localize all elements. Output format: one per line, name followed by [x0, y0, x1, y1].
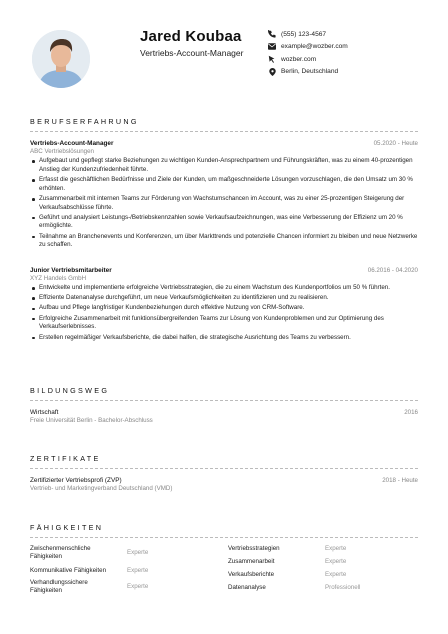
- section-divider: [30, 537, 418, 538]
- list-item: Effiziente Datenanalyse durchgeführt, um neue Verkaufsmöglichkeiten zu identifizieren und zu realisieren.: [30, 294, 418, 303]
- job-company: ABC Vertriebslösungen: [30, 148, 94, 155]
- certificates-section: [30, 454, 418, 492]
- job-title: Vertriebs-Account-Manager: [30, 140, 114, 147]
- location-pin-icon: [268, 68, 276, 76]
- job-company: XYZ Handels GmbH: [30, 275, 87, 282]
- resume-header: [30, 0, 418, 100]
- list-item: Erfolgreiche Zusammenarbeit mit funktionsübergreifenden Teams zur Lösung von Kundenproblemen und zur Optimierung des Verkaufserlebnisses.: [30, 315, 418, 332]
- cursor-icon: [268, 55, 276, 63]
- experience-heading: BERUFSERFAHRUNG: [30, 117, 139, 126]
- education-entry: [30, 409, 418, 424]
- list-item: Erfasst die geschäftlichen Bedürfnisse und Ziele der Kunden, um maßgeschneiderte Lösungen vorzuschlagen, die den Umsatz um 30 % erhöhten.: [30, 176, 418, 193]
- list-item: Teilnahme an Branchenevents und Konferenzen, um über Markttrends und potenzielle Chancen informiert zu bleiben und neue Netzwerke zu schaffen.: [30, 233, 418, 250]
- skill-level: Experte: [325, 545, 347, 552]
- skill-name: Zwischenmenschliche Fähigkeiten: [30, 545, 91, 560]
- job-dates: 06.2016 - 04.2020: [367, 267, 418, 274]
- list-item: Zusammenarbeit mit internen Teams zur Förderung von Wachstumschancen im Account, was zu einer 25-prozentigen Steigerung der Verkaufsabschlüsse führte.: [30, 195, 418, 212]
- skill-name: Kommunikative Fähigkeiten: [30, 567, 107, 574]
- envelope-icon: [268, 43, 276, 51]
- phone-icon: [268, 30, 276, 38]
- candidate-name: Jared Koubaa: [140, 28, 242, 45]
- skill-name: Zusammenarbeit: [228, 558, 275, 565]
- skill-name: Verhandlungssichere Fähigkeiten: [30, 579, 88, 594]
- email-link[interactable]: example@wozber.com: [281, 43, 348, 50]
- location-text: Berlin, Deutschland: [281, 68, 339, 75]
- experience-section: [30, 117, 418, 341]
- list-item: Aufbau und Pflege langfristiger Kundenbeziehungen durch effektive Nutzung von CRM-Software.: [30, 304, 418, 313]
- list-item: Erstellen regelmäßiger Verkaufsberichte, die dabei halfen, die strategische Ausrichtung des Teams zu verbessern.: [30, 334, 418, 343]
- skill-level: Experte: [325, 571, 347, 578]
- skills-section: [30, 523, 418, 594]
- skill-name: Datenanalyse: [228, 584, 266, 591]
- contact-location: [268, 66, 348, 78]
- list-item: Aufgebaut und gepflegt starke Beziehungen zu wichtigen Kunden-Ansprechpartnern und Führungskräften, was zu einem 40-prozentigen Anstieg der Kundenzufriedenheit führte.: [30, 157, 418, 174]
- skill-name: Vertriebsstrategien: [228, 545, 280, 552]
- website-link[interactable]: wozber.com: [281, 55, 317, 63]
- education-dates: 2016: [404, 409, 418, 416]
- skill-level: Experte: [325, 558, 347, 565]
- skill-name: Verkaufsberichte: [228, 571, 275, 578]
- school-name: Freie Universität Berlin - Bachelor-Abschluss: [30, 417, 153, 424]
- contact-list: [268, 28, 348, 78]
- contact-website: [268, 53, 348, 65]
- skills-heading: FÄHIGKEITEN: [30, 523, 104, 532]
- skill-level: Experte: [127, 549, 149, 556]
- education-section: [30, 386, 418, 424]
- job-bullets: [30, 284, 418, 342]
- section-divider: [30, 131, 418, 132]
- list-item: Entwickelte und implementierte erfolgreiche Vertriebsstrategien, die zu einem Wachstum des Kundenportfolios um 50 % führten.: [30, 284, 418, 293]
- candidate-title: Vertriebs-Account-Manager: [140, 48, 244, 58]
- certificates-heading: ZERTIFIKATE: [30, 454, 101, 463]
- section-divider: [30, 400, 418, 401]
- avatar-photo: [32, 30, 90, 88]
- job-dates: 05.2020 - Heute: [373, 140, 418, 147]
- job-entry: [30, 267, 418, 344]
- certificate-dates: 2018 - Heute: [382, 477, 418, 484]
- section-divider: [30, 468, 418, 469]
- avatar: [32, 30, 90, 88]
- list-item: Geführt und analysiert Leistungs-/Betriebskennzahlen sowie Verkaufsaufzeichnungen, was eine Verbesserung der Effizienz um 20 % ermöglichte.: [30, 214, 418, 231]
- phone-text[interactable]: (555) 123-4567: [281, 30, 327, 38]
- certificate-name: Zertifizierter Vertriebsprofi (ZVP): [30, 477, 122, 484]
- contact-email: [268, 41, 348, 53]
- certificate-issuer: Vertrieb- und Marketingverband Deutschland (VMD): [30, 485, 173, 492]
- contact-phone: [268, 28, 348, 40]
- skill-level: Experte: [127, 583, 149, 590]
- job-bullets: [30, 157, 418, 250]
- certificate-entry: [30, 477, 418, 492]
- education-heading: BILDUNGSWEG: [30, 386, 110, 395]
- job-entry: [30, 140, 418, 252]
- skill-level: Experte: [127, 567, 149, 574]
- degree-name: Wirtschaft: [30, 409, 59, 416]
- skill-level: Professionell: [325, 584, 361, 591]
- job-title: Junior Vertriebsmitarbeiter: [30, 267, 112, 274]
